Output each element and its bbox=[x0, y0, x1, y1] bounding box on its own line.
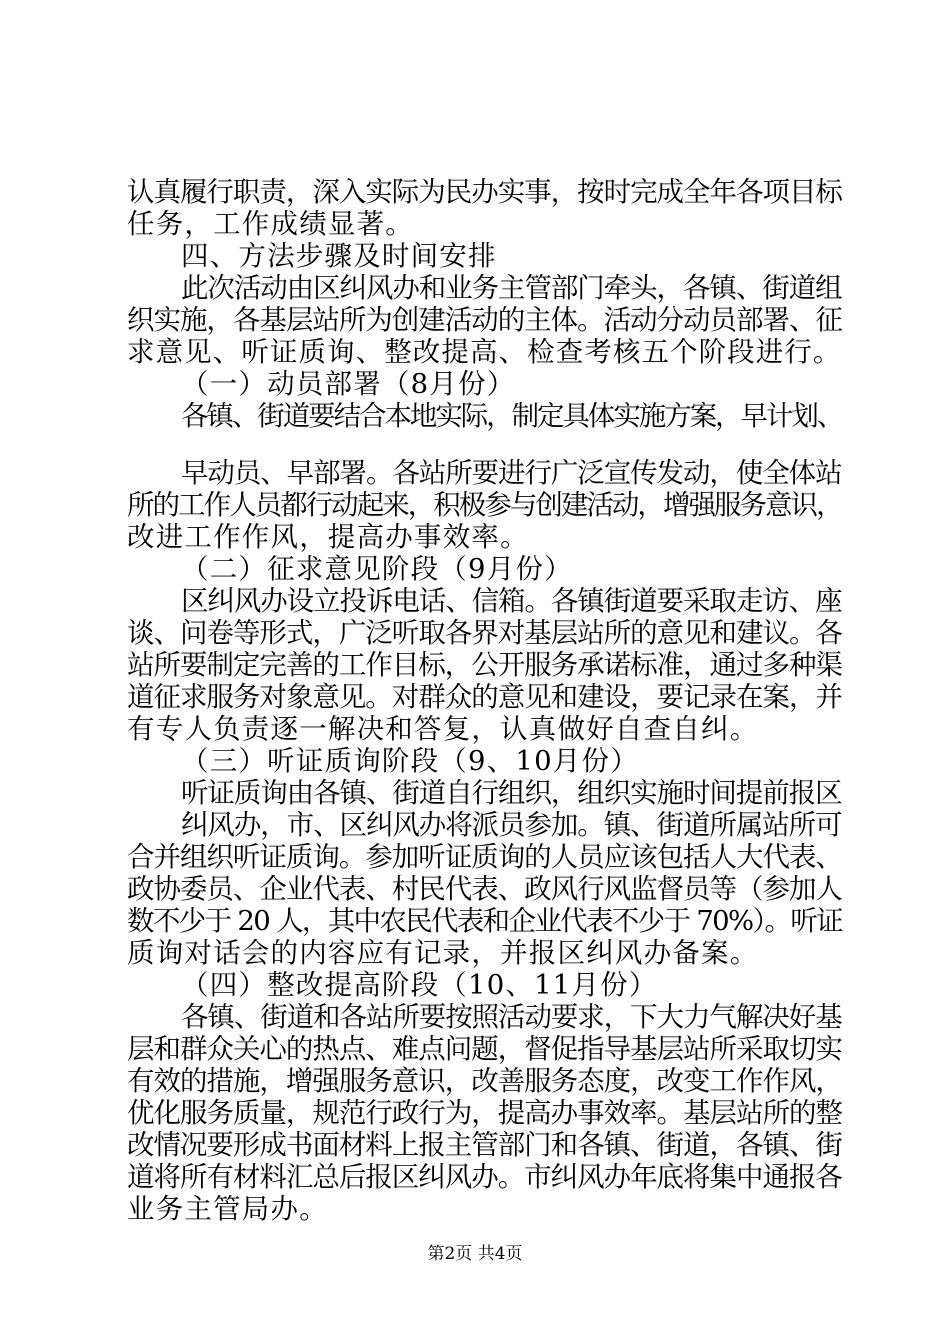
text-line: 各镇、街道要结合本地实际，制定具体实施方案，早计划、 bbox=[181, 400, 843, 432]
text-line: 合并组织听证质询。参加听证质询的人员应该包括人大代表、 bbox=[127, 841, 842, 873]
text-line: 道征求服务对象意见。对群众的意见和建设，要记录在案，并 bbox=[127, 681, 842, 713]
text-line: 优化服务质量，规范行政行为，提高办事效率。基层站所的整 bbox=[127, 1097, 842, 1129]
text-line: 站所要制定完善的工作目标，公开服务承诺标准，通过多种渠 bbox=[127, 649, 842, 681]
text-line: 有效的措施，增强服务意识，改善服务态度，改变工作作风， bbox=[127, 1065, 842, 1097]
subsection-heading: （二）征求意见阶段（9月份） bbox=[181, 553, 573, 585]
text-line: 所的工作人员都行动起来，积极参与创建活动，增强服务意识， bbox=[127, 489, 842, 521]
text-line: 区纠风办设立投诉电话、信箱。各镇街道要采取走访、座 bbox=[181, 585, 842, 617]
text-line: 谈、问卷等形式，广泛听取各界对基层站所的意见和建议。各 bbox=[127, 617, 842, 649]
text-line: 层和群众关心的热点、难点问题，督促指导基层站所采取切实 bbox=[127, 1033, 842, 1065]
text-line: 求意见、听证质询、整改提高、检查考核五个阶段进行。 bbox=[127, 336, 842, 368]
text-line: 纠风办，市、区纠风办将派员参加。镇、街道所属站所可 bbox=[181, 809, 842, 841]
text-line: 有专人负责逐一解决和答复，认真做好自查自纠。 bbox=[127, 713, 759, 745]
text-line: 早动员、早部署。各站所要进行广泛宣传发动，使全体站 bbox=[181, 457, 842, 489]
section-heading: 四、方法步骤及时间安排 bbox=[181, 240, 497, 272]
text-line: 数不少于 20 人，其中农民代表和企业代表不少于 70%）。听证 bbox=[127, 905, 842, 937]
text-line: 质询对话会的内容应有记录，并报区纠风办备案。 bbox=[127, 937, 759, 969]
text-line: 业务主管局办。 bbox=[127, 1193, 328, 1225]
text-line: 道将所有材料汇总后报区纠风办。市纠风办年底将集中通报各 bbox=[127, 1161, 842, 1193]
page-footer bbox=[0, 1244, 950, 1264]
text-line: 此次活动由区纠风办和业务主管部门牵头，各镇、街道组 bbox=[181, 272, 842, 304]
subsection-heading: （四）整改提高阶段（10、11月份） bbox=[181, 969, 658, 1001]
subsection-heading: （三）听证质询阶段（9、10月份） bbox=[181, 745, 639, 777]
page-number: 第2页 共4页 bbox=[427, 1244, 523, 1264]
text-line: 改情况要形成书面材料上报主管部门和各镇、街道，各镇、街 bbox=[127, 1129, 842, 1161]
subsection-heading: （一）动员部署（8月份） bbox=[181, 368, 516, 400]
text-line: 各镇、街道和各站所要按照活动要求，下大力气解决好基 bbox=[181, 1001, 842, 1033]
text-line: 织实施，各基层站所为创建活动的主体。活动分动员部署、征 bbox=[127, 304, 842, 336]
text-line: 认真履行职责，深入实际为民办实事，按时完成全年各项目标 bbox=[127, 176, 842, 208]
text-line: 听证质询由各镇、街道自行组织，组织实施时间提前报区 bbox=[181, 777, 842, 809]
text-line: 改进工作作风，提高办事效率。 bbox=[127, 521, 529, 553]
text-line: 任务，工作成绩显著。 bbox=[127, 208, 414, 240]
text-line: 政协委员、企业代表、村民代表、政风行风监督员等（参加人 bbox=[127, 873, 842, 905]
